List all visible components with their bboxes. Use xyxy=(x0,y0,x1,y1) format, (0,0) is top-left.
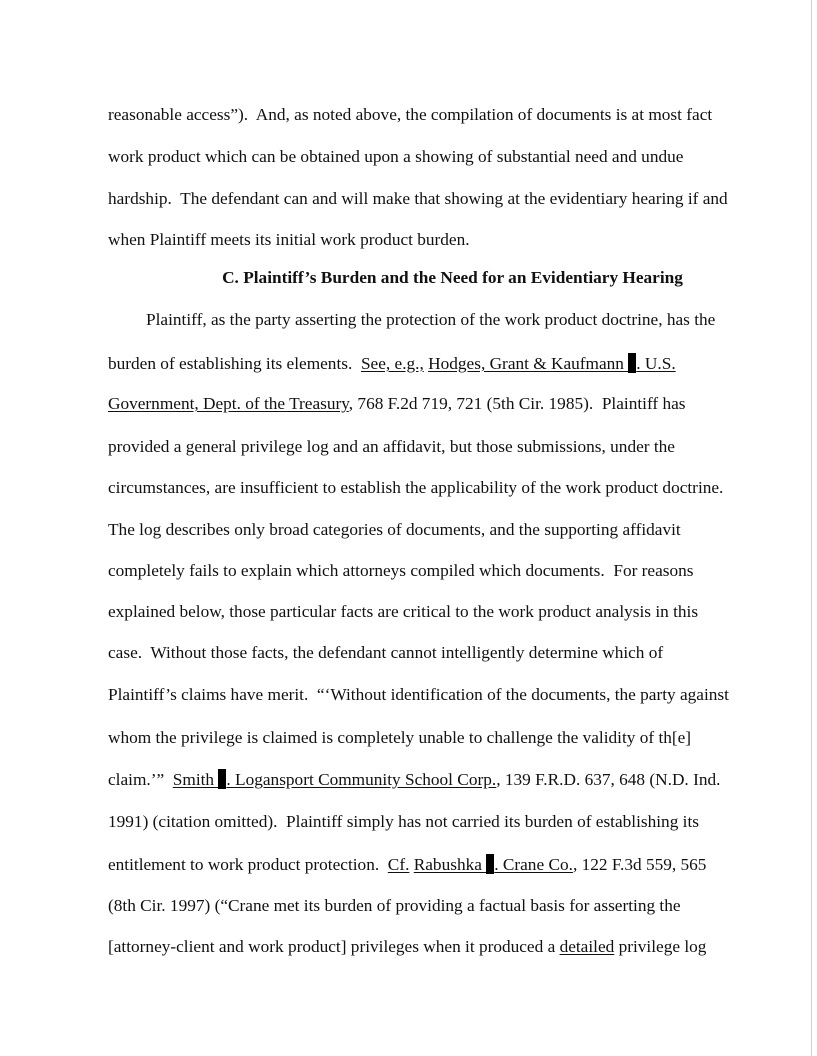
citation-signal: See, e.g., xyxy=(360,354,424,373)
case-name: . U.S. xyxy=(636,354,676,373)
body-line xyxy=(108,937,706,957)
text: when Plaintiff meets its initial work product burden. xyxy=(108,230,470,249)
body-line xyxy=(108,769,720,790)
emphasis: detailed xyxy=(559,937,615,956)
scan-edge-line xyxy=(811,0,812,1056)
text: privilege log xyxy=(614,937,707,956)
body-line xyxy=(108,643,663,663)
body-line xyxy=(108,189,728,209)
text: The log describes only broad categories of documents, and the supporting affidavit xyxy=(108,520,681,539)
text: circumstances, are insufficient to establish the applicability of the work product doctrine. xyxy=(108,478,724,497)
body-line xyxy=(108,854,706,875)
text: work product which can be obtained upon a showing of substantial need and undue xyxy=(108,147,684,166)
text: Plaintiff’s claims have merit. “‘Without identification of the documents, the party against xyxy=(108,685,729,704)
body-line xyxy=(108,520,681,540)
text: reasonable access”). And, as noted above, the compilation of documents is at most fact xyxy=(108,105,713,124)
case-name: Rabushka xyxy=(413,855,487,874)
body-line xyxy=(108,602,698,622)
text: entitlement to work product protection. xyxy=(108,855,388,874)
case-name: Hodges, Grant & Kaufmann xyxy=(428,354,629,373)
case-name: . Logansport Community School Corp. xyxy=(226,770,497,789)
body-line xyxy=(108,230,470,250)
body-line xyxy=(108,105,712,125)
text: (8th Cir. 1997) (“Crane met its burden of providing a factual basis for asserting the xyxy=(108,896,681,915)
body-line xyxy=(108,478,723,498)
text: whom the privilege is claimed is completely unable to challenge the validity of th[e] xyxy=(108,728,692,747)
section-heading: C. Plaintiff’s Burden and the Need for an Evidentiary Hearing xyxy=(222,268,683,287)
body-line xyxy=(108,685,729,705)
case-name: . Crane Co. xyxy=(494,855,573,874)
body-line xyxy=(108,812,699,832)
text: claim.’” xyxy=(108,770,173,789)
text: , 122 F.3d 559, 565 xyxy=(572,855,707,874)
body-line xyxy=(108,896,681,916)
text: provided a general privilege log and an affidavit, but those submissions, under the xyxy=(108,437,675,456)
text: Plaintiff, as the party asserting the protection of the work product doctrine, has the xyxy=(146,310,716,329)
body-line xyxy=(108,437,675,457)
case-name: Government, Dept. of the Treasury xyxy=(108,394,349,413)
text: , 139 F.R.D. 637, 648 (N.D. Ind. xyxy=(496,770,721,789)
body-line xyxy=(108,561,694,581)
text: hardship. The defendant can and will make that showing at the evidentiary hearing if and xyxy=(108,189,728,208)
text: completely fails to explain which attorneys compiled which documents. For reasons xyxy=(108,561,694,580)
body-line xyxy=(146,310,715,330)
text: 1991) (citation omitted). Plaintiff simply has not carried its burden of establishing its xyxy=(108,812,699,831)
citation-signal: Cf. xyxy=(387,855,410,874)
case-name: Smith xyxy=(172,770,219,789)
body-line xyxy=(108,394,686,414)
text: , 768 F.2d 719, 721 (5th Cir. 1985). Plaintiff has xyxy=(348,394,686,413)
body-line xyxy=(108,728,691,748)
text: explained below, those particular facts are critical to the work product analysis in this xyxy=(108,602,699,621)
body-line xyxy=(108,147,683,167)
body-line xyxy=(108,353,676,374)
text: case. Without those facts, the defendant cannot intelligently determine which of xyxy=(108,643,664,662)
text: burden of establishing its elements. xyxy=(108,354,361,373)
text: [attorney-client and work product] privileges when it produced a xyxy=(108,937,560,956)
